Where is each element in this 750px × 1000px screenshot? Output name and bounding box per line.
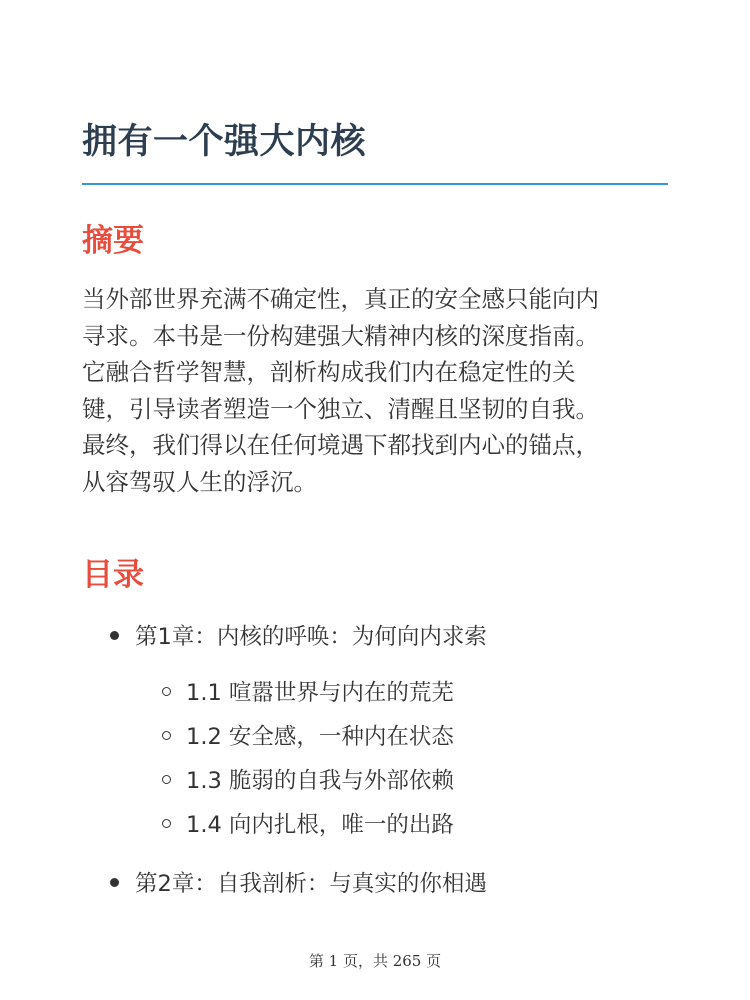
toc-chapter-label: 第1章：内核的呼唤：为何向内求索 bbox=[135, 624, 487, 650]
summary-heading: 摘要 bbox=[82, 223, 144, 259]
page-number: 第 1 页，共 265 页 bbox=[308, 952, 442, 970]
toc-section-1-1[interactable] bbox=[162, 678, 454, 708]
toc-section-label: 1.1 喧嚣世界与内在的荒芜 bbox=[186, 680, 454, 706]
document-title: 拥有一个强大内核 bbox=[82, 122, 367, 162]
bullet-icon bbox=[110, 631, 119, 640]
circle-bullet-icon bbox=[162, 687, 171, 696]
abstract-line: 当外部世界充满不确定性，真正的安全感只能向内 bbox=[82, 285, 599, 313]
toc-section-1-4[interactable] bbox=[162, 810, 454, 840]
toc-section-1-2[interactable] bbox=[162, 722, 454, 752]
toc-chapter-label: 第2章：自我剖析：与真实的你相遇 bbox=[135, 871, 487, 897]
toc-chapter-2[interactable] bbox=[110, 869, 487, 899]
abstract-line: 最终，我们得以在任何境遇下都找到内心的锚点， bbox=[82, 431, 599, 459]
abstract-line: 它融合哲学智慧，剖析构成我们内在稳定性的关 bbox=[82, 358, 576, 386]
toc-section-label: 1.3 脆弱的自我与外部依赖 bbox=[186, 768, 454, 794]
toc-chapter-1[interactable] bbox=[110, 622, 487, 652]
circle-bullet-icon bbox=[162, 819, 171, 828]
toc-heading: 目录 bbox=[82, 557, 144, 593]
abstract-line: 寻求。本书是一份构建强大精神内核的深度指南。 bbox=[82, 321, 599, 350]
abstract-line: 键，引导读者塑造一个独立、清醒且坚韧的自我。 bbox=[82, 394, 599, 423]
toc-section-label: 1.4 向内扎根，唯一的出路 bbox=[186, 812, 454, 838]
circle-bullet-icon bbox=[162, 775, 171, 784]
abstract-line: 从容驾驭人生的浮沉。 bbox=[82, 467, 317, 496]
toc-section-label: 1.2 安全感，一种内在状态 bbox=[186, 724, 454, 750]
circle-bullet-icon bbox=[162, 731, 171, 740]
bullet-icon bbox=[110, 878, 119, 887]
abstract-paragraph bbox=[82, 281, 672, 500]
toc-section-1-3[interactable] bbox=[162, 766, 454, 796]
title-divider bbox=[82, 183, 668, 185]
